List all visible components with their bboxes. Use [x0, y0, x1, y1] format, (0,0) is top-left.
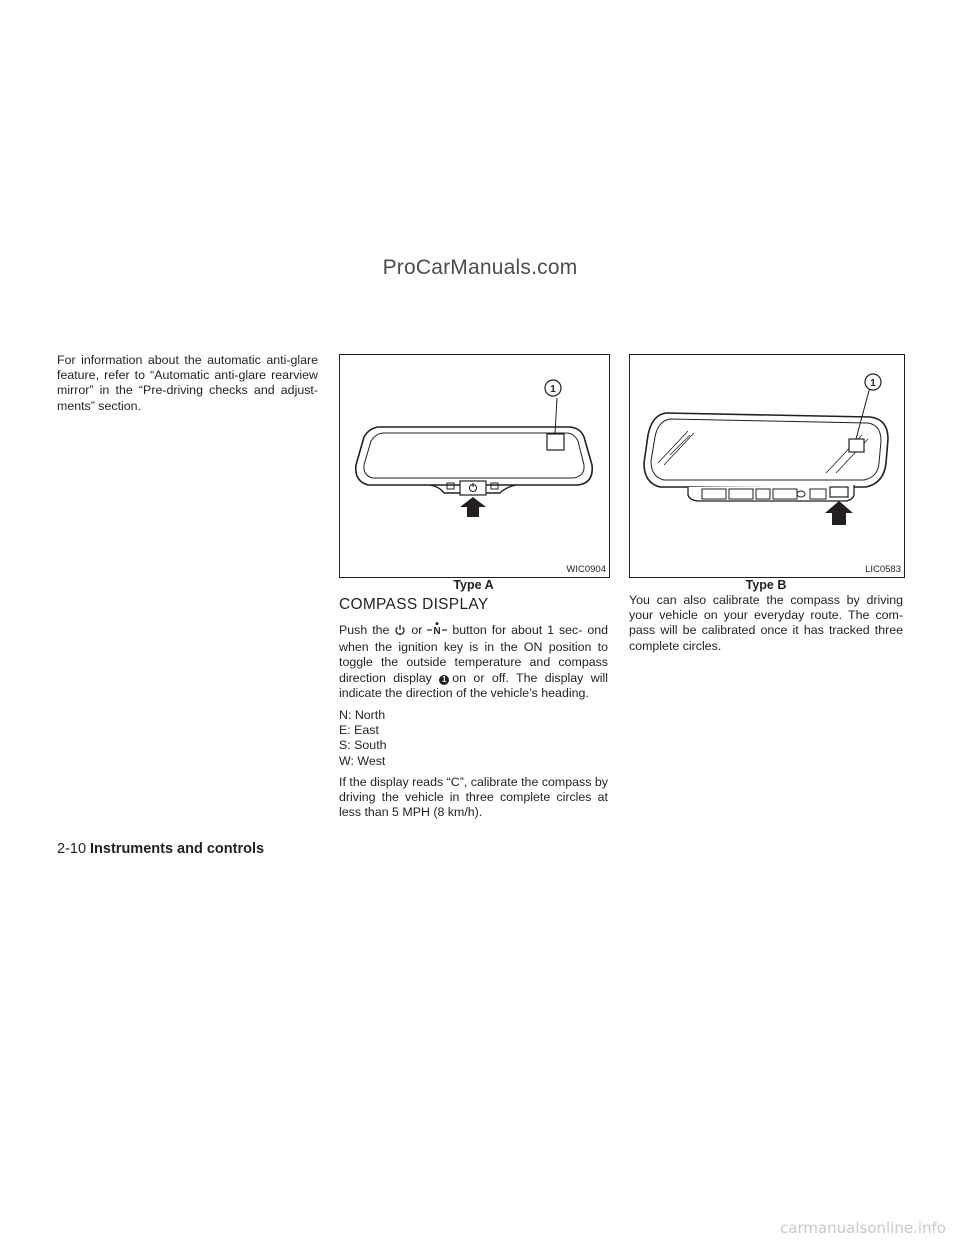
figure-code-b: LIC0583	[865, 564, 901, 575]
page-footer	[57, 841, 264, 857]
compass-n-icon	[427, 622, 447, 640]
compass-text-2: on or off. The display will indicate the direction of the vehicle’s heading.	[339, 670, 608, 700]
direction-east: E: East	[339, 723, 379, 738]
figure-type-a	[339, 354, 610, 578]
or-text: or	[411, 623, 423, 637]
compass-text-1: button for about 1 sec- ond when the ignition key is in the ON position to toggle the outside temperature and compass direction display	[339, 623, 608, 685]
direction-north: N: North	[339, 708, 386, 722]
direction-west: W: West	[339, 753, 386, 768]
chapter-title: Instruments and controls	[90, 841, 265, 857]
page-number: 2-10	[57, 841, 87, 857]
caption-type-a: Type A	[453, 578, 494, 592]
direction-south: S: South	[339, 738, 387, 753]
figure-code-a: WIC0904	[566, 564, 606, 575]
callout-1-b: 1	[870, 378, 876, 389]
caption-type-b: Type B	[745, 578, 787, 592]
section-heading: COMPASS DISPLAY	[339, 596, 489, 613]
power-button-icon	[394, 624, 406, 640]
direction-list	[339, 708, 608, 769]
compass-paragraph	[339, 622, 608, 701]
svg-text:N: N	[433, 626, 441, 636]
calibrate-paragraph: If the display reads “C”, calibrate the compass by driving the vehicle in three complete circles at less than 5 MPH (8 km/h).	[339, 775, 608, 820]
figure-type-b	[629, 354, 905, 578]
site-watermark: carmanualsonline.info	[780, 1219, 946, 1237]
callout-1-a: 1	[550, 384, 556, 395]
mirror-type-b-illustration	[630, 355, 904, 577]
callout-1-inline: 1	[439, 675, 449, 685]
watermark: ProCarManuals.com	[382, 256, 578, 279]
mirror-type-a-illustration	[340, 355, 609, 577]
push-text: Push the	[339, 623, 390, 637]
intro-paragraph: For information about the automatic anti-glare feature, refer to “Automatic anti-glare rearview mirror” in the “Pre-driving checks and adjust- ments” section.	[57, 353, 318, 413]
route-calibrate-paragraph: You can also calibrate the compass by driving your vehicle on your everyday route. The com- pass will be calibrated once it has tracked three complete circles.	[629, 593, 903, 653]
